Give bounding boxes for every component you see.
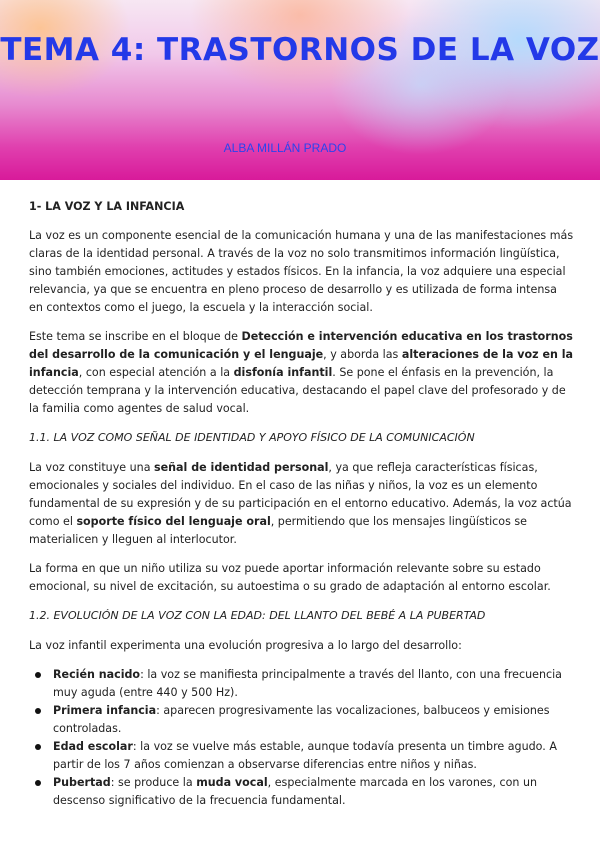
list-item-term: muda vocal: [196, 776, 268, 789]
list-item-term: Edad escolar: [53, 740, 133, 753]
text-run: , permitiendo que los mensajes lingüísticos se materialicen y lleguen al interlocutor.: [29, 515, 527, 546]
text-run: . Se pone el énfasis en la prevención, la detección temprana y la intervención educativa, destacando el papel clave del profesorado y de la familia como agentes de salud vocal.: [29, 366, 566, 415]
bullet-icon: [35, 780, 41, 786]
bold-run: Detección e intervención educativa en los trastornos del desarrollo de la comunicación y el lenguaje: [29, 330, 573, 361]
paragraph-usage: La forma en que un niño utiliza su voz puede aportar información relevante sobre su estado emocional, su nivel de excitación, su autoestima o su grado de adaptación al entorno escolar.: [29, 562, 551, 593]
paragraph-evolution-intro: La voz infantil experimenta una evolución progresiva a lo largo del desarrollo:: [29, 639, 462, 652]
evolution-list: [33, 666, 574, 810]
paragraph-scope: [29, 328, 574, 418]
bold-run: disfonía infantil: [233, 366, 333, 379]
list-item: [33, 666, 574, 702]
header-banner: [0, 0, 600, 180]
bold-run: alteraciones de la voz en la infancia: [29, 348, 574, 379]
list-item-term: Recién nacido: [53, 668, 141, 681]
paragraph-identity: [29, 459, 574, 549]
list-item: [33, 738, 574, 774]
list-item-text: , especialmente marcada en los varones, con un descenso significativo de la frecuencia fundamental.: [53, 776, 538, 807]
list-item-term: Pubertad: [53, 776, 111, 789]
bullet-icon: [35, 744, 41, 750]
text-run: Este tema se inscribe en el bloque de: [29, 330, 242, 343]
bold-run: señal de identidad personal: [154, 461, 329, 474]
text-run: , y aborda las: [323, 348, 402, 361]
bold-run: soporte físico del lenguaje oral: [76, 515, 271, 528]
list-item: [33, 702, 574, 738]
list-item-text: : se produce la: [110, 776, 197, 789]
section-heading-1: 1- LA VOZ Y LA INFANCIA: [29, 200, 185, 213]
bullet-icon: [35, 708, 41, 714]
list-item-text: : la voz se manifiesta principalmente a través del llanto, con una frecuencia muy aguda (entre 440 y 500 Hz).: [53, 668, 562, 699]
text-run: , con especial atención a la: [78, 366, 234, 379]
section-heading-1-1: 1.1. LA VOZ COMO SEÑAL DE IDENTIDAD Y APOYO FÍSICO DE LA COMUNICACIÓN: [29, 431, 475, 444]
document-body: [29, 198, 574, 810]
section-heading-1-2: 1.2. EVOLUCIÓN DE LA VOZ CON LA EDAD: DEL LLANTO DEL BEBÉ A LA PUBERTAD: [29, 609, 486, 622]
list-item: [33, 774, 574, 810]
list-item-text: : aparecen progresivamente las vocalizaciones, balbuceos y emisiones controladas.: [53, 704, 550, 735]
text-run: La voz constituye una: [29, 461, 155, 474]
bullet-icon: [35, 672, 41, 678]
list-item-term: Primera infancia: [53, 704, 157, 717]
list-item-text: : la voz se vuelve más estable, aunque todavía presenta un timbre agudo. A partir de los 7 años comienzan a observarse diferencias entre niños y niñas.: [53, 740, 557, 771]
author-name: ALBA MILLÁN PRADO: [223, 141, 347, 155]
text-run: , ya que refleja características físicas, emocionales y sociales del individuo. En el caso de las niñas y niños, la voz es un elemento fundamental de su expresión y de su participación en el entorno educativo. Además, la voz actúa como el: [29, 461, 572, 528]
document-title: TEMA 4: TRASTORNOS DE LA VOZ: [0, 32, 600, 68]
paragraph-intro: La voz es un componente esencial de la comunicación humana y una de las manifestaciones más claras de la identidad personal. A través de la voz no solo transmitimos información lingüística, sino también emociones, actitudes y estados físicos. En la infancia, la voz adquiere una especial relevancia, ya que se encuentra en pleno proceso de desarrollo y es utilizada de forma intensa en contextos como el juego, la escuela y la interacción social.: [29, 229, 574, 314]
